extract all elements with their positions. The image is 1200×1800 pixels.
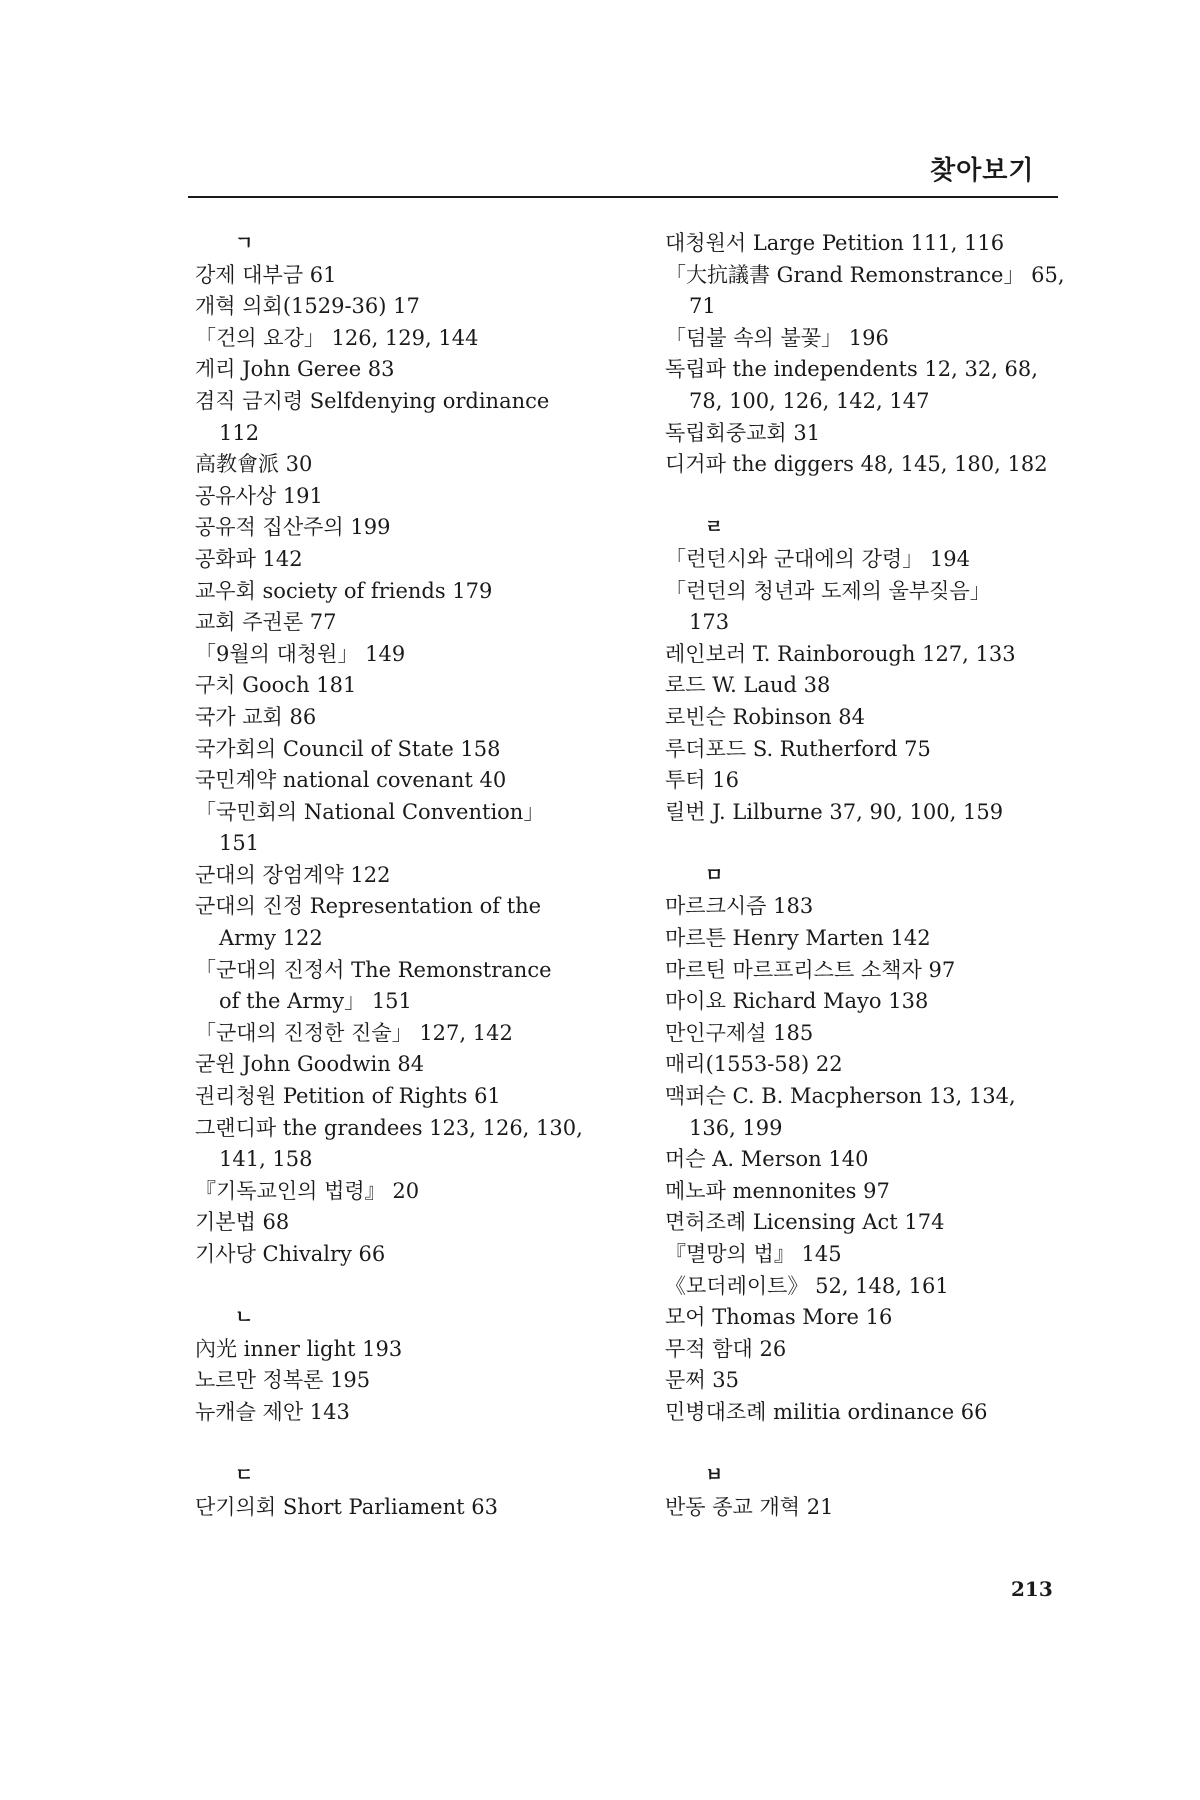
index-entry-continuation: 78, 100, 126, 142, 147 xyxy=(689,388,930,413)
index-entry: 內光 inner light 193 xyxy=(195,1336,403,1361)
index-entry: 군대의 장엄계약 122 xyxy=(195,862,391,887)
section-spacer xyxy=(195,1271,635,1303)
index-entry: 맥퍼슨 C. B. Macpherson 13, 134, xyxy=(665,1084,1016,1109)
index-entry: 마르크시즘 183 xyxy=(665,894,814,919)
index-entry-continuation: 151 xyxy=(219,831,260,856)
index-entry: 기사당 Chivalry 66 xyxy=(195,1242,386,1266)
section-spacer xyxy=(195,1429,635,1461)
index-entry: 노르만 정복론 195 xyxy=(195,1368,371,1393)
index-entry: 투터 16 xyxy=(665,768,739,793)
index-entry: 교우회 society of friends 179 xyxy=(195,578,493,603)
index-column-right xyxy=(665,228,1085,1523)
index-entry-continuation: Army 122 xyxy=(219,926,323,951)
index-entry: 기본법 68 xyxy=(195,1210,290,1235)
index-entry: 굳윈 John Goodwin 84 xyxy=(195,1052,425,1077)
index-entry: 반동 종교 개혁 21 xyxy=(665,1494,834,1519)
index-entry: 머슨 A. Merson 140 xyxy=(665,1147,869,1172)
index-entry: 『멸망의 법』 145 xyxy=(665,1242,842,1266)
index-entry: 국가 교회 86 xyxy=(195,704,317,729)
index-entry: 레인보러 T. Rainborough 127, 133 xyxy=(665,641,1016,666)
index-entry: 로드 W. Laud 38 xyxy=(665,673,831,698)
index-entry: 독립파 the independents 12, 32, 68, xyxy=(665,357,1038,382)
index-entry: 문쩌 35 xyxy=(665,1368,739,1393)
index-entry: 「군대의 진정서 The Remonstrance xyxy=(195,957,552,982)
index-entry: 매리(1553-58) 22 xyxy=(665,1052,843,1077)
index-entry: 루더포드 S. Rutherford 75 xyxy=(665,736,931,761)
index-entry: 메노파 mennonites 97 xyxy=(665,1178,890,1203)
index-entry: 「大抗議書 Grand Remonstrance」 65, xyxy=(665,262,1065,287)
index-entry: 마르튼 Henry Marten 142 xyxy=(665,926,931,951)
index-entry: 릴번 J. Lilburne 37, 90, 100, 159 xyxy=(665,799,1004,824)
index-entry: 무적 함대 26 xyxy=(665,1336,787,1361)
index-entry-continuation: 71 xyxy=(689,294,716,319)
index-entry: 공화파 142 xyxy=(195,546,303,571)
index-section-heading: ㄷ xyxy=(235,1464,254,1487)
index-entry: 「군대의 진정한 진술」 127, 142 xyxy=(195,1020,513,1045)
index-entry: 대청원서 Large Petition 111, 116 xyxy=(665,231,1005,255)
index-entry: 로빈슨 Robinson 84 xyxy=(665,704,866,729)
index-entry: 게리 John Geree 83 xyxy=(195,357,395,382)
index-entry: 공유적 집산주의 199 xyxy=(195,515,391,540)
index-entry: 「건의 요강」 126, 129, 144 xyxy=(195,325,479,350)
index-entry: 만인구제설 185 xyxy=(665,1020,814,1045)
index-entry: 국민계약 national covenant 40 xyxy=(195,768,507,793)
index-entry: 「런던시와 군대에의 강령」 194 xyxy=(665,546,970,571)
index-entry: 마이요 Richard Mayo 138 xyxy=(665,989,929,1014)
index-entry: 高教會派 30 xyxy=(195,452,313,477)
index-entry: 디거파 the diggers 48, 145, 180, 182 xyxy=(665,452,1048,477)
index-entry: 군대의 진정 Representation of the xyxy=(195,894,542,919)
index-entry: 뉴캐슬 제안 143 xyxy=(195,1399,350,1424)
index-entry: 권리청원 Petition of Rights 61 xyxy=(195,1084,501,1109)
section-spacer xyxy=(665,1429,1085,1461)
index-section-heading: ㄹ xyxy=(705,516,724,539)
index-entry: 마르틴 마르프리스트 소책자 97 xyxy=(665,957,956,982)
running-header-title: 찾아보기 xyxy=(930,156,1035,186)
index-entry-continuation: 141, 158 xyxy=(219,1147,313,1172)
index-entry-continuation: of the Army」 151 xyxy=(219,989,412,1014)
index-entry: 민병대조례 militia ordinance 66 xyxy=(665,1399,988,1424)
index-section-heading: ㅂ xyxy=(705,1464,724,1487)
index-entry: 모어 Thomas More 16 xyxy=(665,1305,893,1330)
header-rule xyxy=(188,196,1058,198)
index-entry-continuation: 112 xyxy=(219,420,260,445)
page-number: 213 xyxy=(1011,1577,1053,1601)
index-entry-continuation: 173 xyxy=(689,610,730,635)
index-entry-continuation: 136, 199 xyxy=(689,1115,783,1140)
index-entry: 「덤불 속의 불꽃」 196 xyxy=(665,325,889,350)
index-entry: 「9월의 대청원」 149 xyxy=(195,641,406,666)
index-entry: 강제 대부금 61 xyxy=(195,262,337,287)
index-entry: 면허조례 Licensing Act 174 xyxy=(665,1210,945,1235)
index-entry: 개혁 의회(1529-36) 17 xyxy=(195,294,420,319)
index-entry: 겸직 금지령 Selfdenying ordinance xyxy=(195,388,550,413)
section-spacer xyxy=(665,828,1085,860)
index-entry: 교회 주권론 77 xyxy=(195,610,337,635)
index-section-heading: ㄱ xyxy=(235,232,254,254)
index-section-heading: ㄴ xyxy=(235,1306,254,1329)
section-spacer xyxy=(665,481,1085,513)
index-section-heading: ㅁ xyxy=(705,863,724,886)
index-entry: 단기의회 Short Parliament 63 xyxy=(195,1494,498,1519)
index-entry: 공유사상 191 xyxy=(195,483,323,508)
index-entry: 「런던의 청년과 도제의 울부짖음」 xyxy=(665,578,991,603)
index-entry: 그랜디파 the grandees 123, 126, 130, xyxy=(195,1115,583,1140)
index-entry: 『기독교인의 법령』 20 xyxy=(195,1178,420,1203)
index-entry: 독립회중교회 31 xyxy=(665,420,821,445)
index-entry: 구치 Gooch 181 xyxy=(195,673,357,698)
index-column-left xyxy=(195,228,635,1523)
index-entry: 국가회의 Council of State 158 xyxy=(195,736,501,761)
index-entry: 《모더레이트》 52, 148, 161 xyxy=(665,1273,949,1298)
index-entry: 「국민회의 National Convention」 xyxy=(195,799,545,824)
